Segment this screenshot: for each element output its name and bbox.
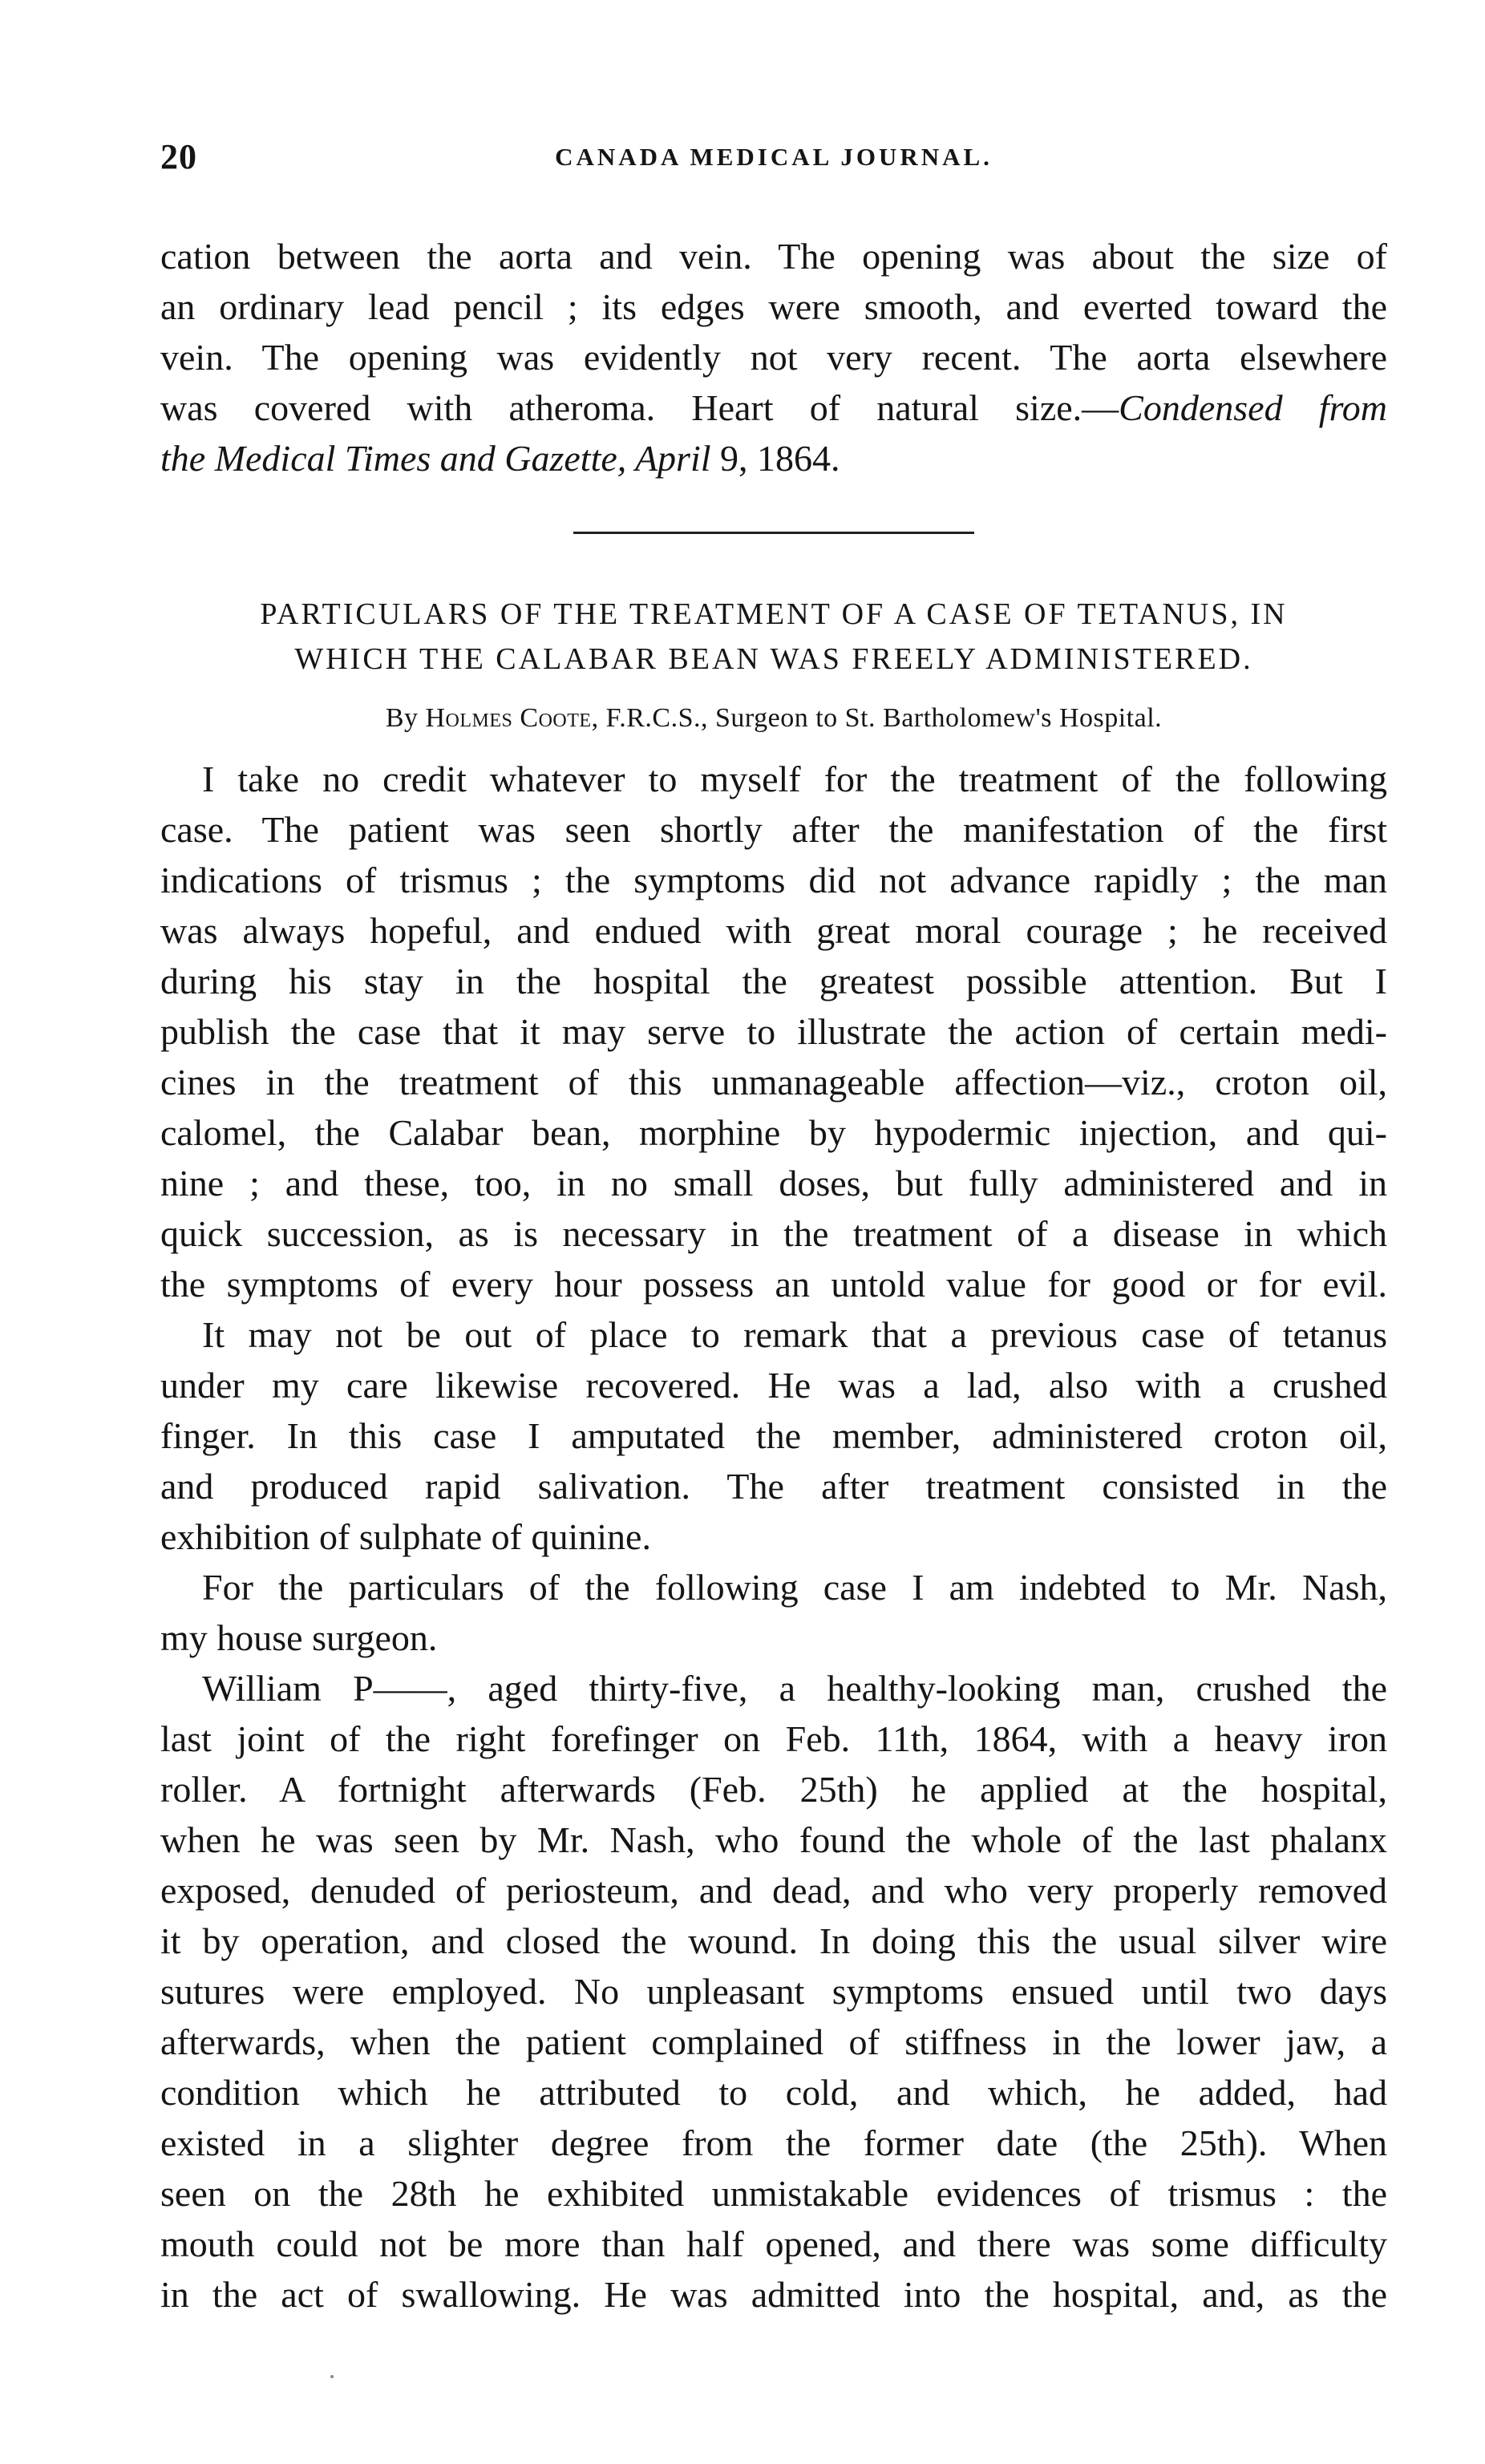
article-title-line: WHICH THE CALABAR BEAN WAS FREELY ADMINISTERED. bbox=[294, 642, 1253, 676]
text-line: in the act of swallowing. He was admitted into the hospital, and, as the bbox=[160, 2274, 1387, 2315]
text-fragment: was covered with atheroma. Heart of natural size.— bbox=[160, 387, 1119, 428]
paragraph bbox=[160, 1663, 1387, 2320]
text-line: my house surgeon. bbox=[160, 1617, 438, 1658]
text-line: case. The patient was seen shortly after the manifestation of the first bbox=[160, 809, 1387, 850]
section-divider bbox=[573, 532, 974, 534]
article-title-line: PARTICULARS OF THE TREATMENT OF A CASE OF TETANUS, IN bbox=[260, 597, 1288, 631]
text-line: nine ; and these, too, in no small doses, but fully administered and in bbox=[160, 1163, 1387, 1204]
text-line: quick succession, as is necessary in the treatment of a disease in which bbox=[160, 1213, 1387, 1254]
citation-source: the Medical Times and Gazette, April bbox=[160, 438, 711, 479]
text-line: William P——, aged thirty-five, a healthy-looking man, crushed the bbox=[202, 1668, 1387, 1709]
text-line: For the particulars of the following case I am indebted to Mr. Nash, bbox=[202, 1567, 1387, 1608]
text-line: condition which he attributed to cold, and which, he added, had bbox=[160, 2072, 1387, 2113]
text-line-with-citation bbox=[160, 382, 1387, 433]
text-line: existed in a slighter degree from the former date (the 25th). When bbox=[160, 2122, 1387, 2163]
text-line: afterwards, when the patient complained of stiffness in the lower jaw, a bbox=[160, 2021, 1387, 2062]
text-line: vein. The opening was evidently not very recent. The aorta elsewhere bbox=[160, 337, 1387, 378]
text-line: indications of trismus ; the symptoms did not advance rapidly ; the man bbox=[160, 860, 1387, 900]
continued-paragraph bbox=[160, 231, 1387, 483]
byline-author: Holmes Coote bbox=[425, 703, 592, 733]
text-line: exhibition of sulphate of quinine. bbox=[160, 1516, 651, 1557]
byline-prefix: By bbox=[385, 703, 426, 733]
article-byline bbox=[160, 699, 1387, 738]
text-line: an ordinary lead pencil ; its edges were smooth, and everted toward the bbox=[160, 286, 1387, 327]
text-line: cation between the aorta and vein. The opening was about the size of bbox=[160, 236, 1387, 277]
text-line: cines in the treatment of this unmanageable affection—viz., croton oil, bbox=[160, 1062, 1387, 1103]
citation-italic: Condensed from bbox=[1119, 387, 1387, 428]
text-line: seen on the 28th he exhibited unmistakable evidences of trismus : the bbox=[160, 2173, 1387, 2214]
article-body bbox=[160, 754, 1387, 2320]
text-line: during his stay in the hospital the greatest possible attention. But I bbox=[160, 961, 1387, 1001]
text-line: roller. A fortnight afterwards (Feb. 25th) he applied at the hospital, bbox=[160, 1769, 1387, 1810]
journal-page bbox=[160, 120, 1387, 2320]
journal-title: CANADA MEDICAL JOURNAL. bbox=[555, 143, 993, 171]
paragraph bbox=[160, 754, 1387, 1309]
text-line: it by operation, and closed the wound. In doing this the usual silver wire bbox=[160, 1920, 1387, 1961]
text-line: under my care likewise recovered. He was a lad, also with a crushed bbox=[160, 1365, 1387, 1406]
text-line: last joint of the right forefinger on Feb. 11th, 1864, with a heavy iron bbox=[160, 1718, 1387, 1759]
paragraph bbox=[160, 1309, 1387, 1562]
page-number: 20 bbox=[160, 137, 197, 176]
article-title bbox=[160, 592, 1387, 682]
paragraph bbox=[160, 1562, 1387, 1663]
scan-speck bbox=[330, 2375, 334, 2378]
text-line: publish the case that it may serve to illustrate the action of certain medi- bbox=[160, 1011, 1387, 1052]
byline-credentials: , F.R.C.S., Surgeon to St. Bartholomew's Hospital. bbox=[591, 703, 1163, 733]
citation-line bbox=[160, 433, 1387, 483]
text-line: finger. In this case I amputated the member, administered croton oil, bbox=[160, 1415, 1387, 1456]
citation-date: 9, 1864. bbox=[710, 438, 840, 479]
text-line: was always hopeful, and endued with great moral courage ; he received bbox=[160, 910, 1387, 951]
text-line: It may not be out of place to remark that a previous case of tetanus bbox=[202, 1314, 1387, 1355]
text-line: the symptoms of every hour possess an untold value for good or for evil. bbox=[160, 1264, 1387, 1305]
text-line: I take no credit whatever to myself for the treatment of the following bbox=[202, 759, 1387, 799]
running-head bbox=[160, 120, 1387, 184]
text-line: calomel, the Calabar bean, morphine by hypodermic injection, and qui- bbox=[160, 1112, 1387, 1153]
text-line: when he was seen by Mr. Nash, who found the whole of the last phalanx bbox=[160, 1819, 1387, 1860]
text-line: sutures were employed. No unpleasant symptoms ensued until two days bbox=[160, 1971, 1387, 2012]
text-line: exposed, denuded of periosteum, and dead, and who very properly removed bbox=[160, 1870, 1387, 1911]
text-line: mouth could not be more than half opened, and there was some difficulty bbox=[160, 2223, 1387, 2264]
text-line: and produced rapid salivation. The after treatment consisted in the bbox=[160, 1466, 1387, 1507]
